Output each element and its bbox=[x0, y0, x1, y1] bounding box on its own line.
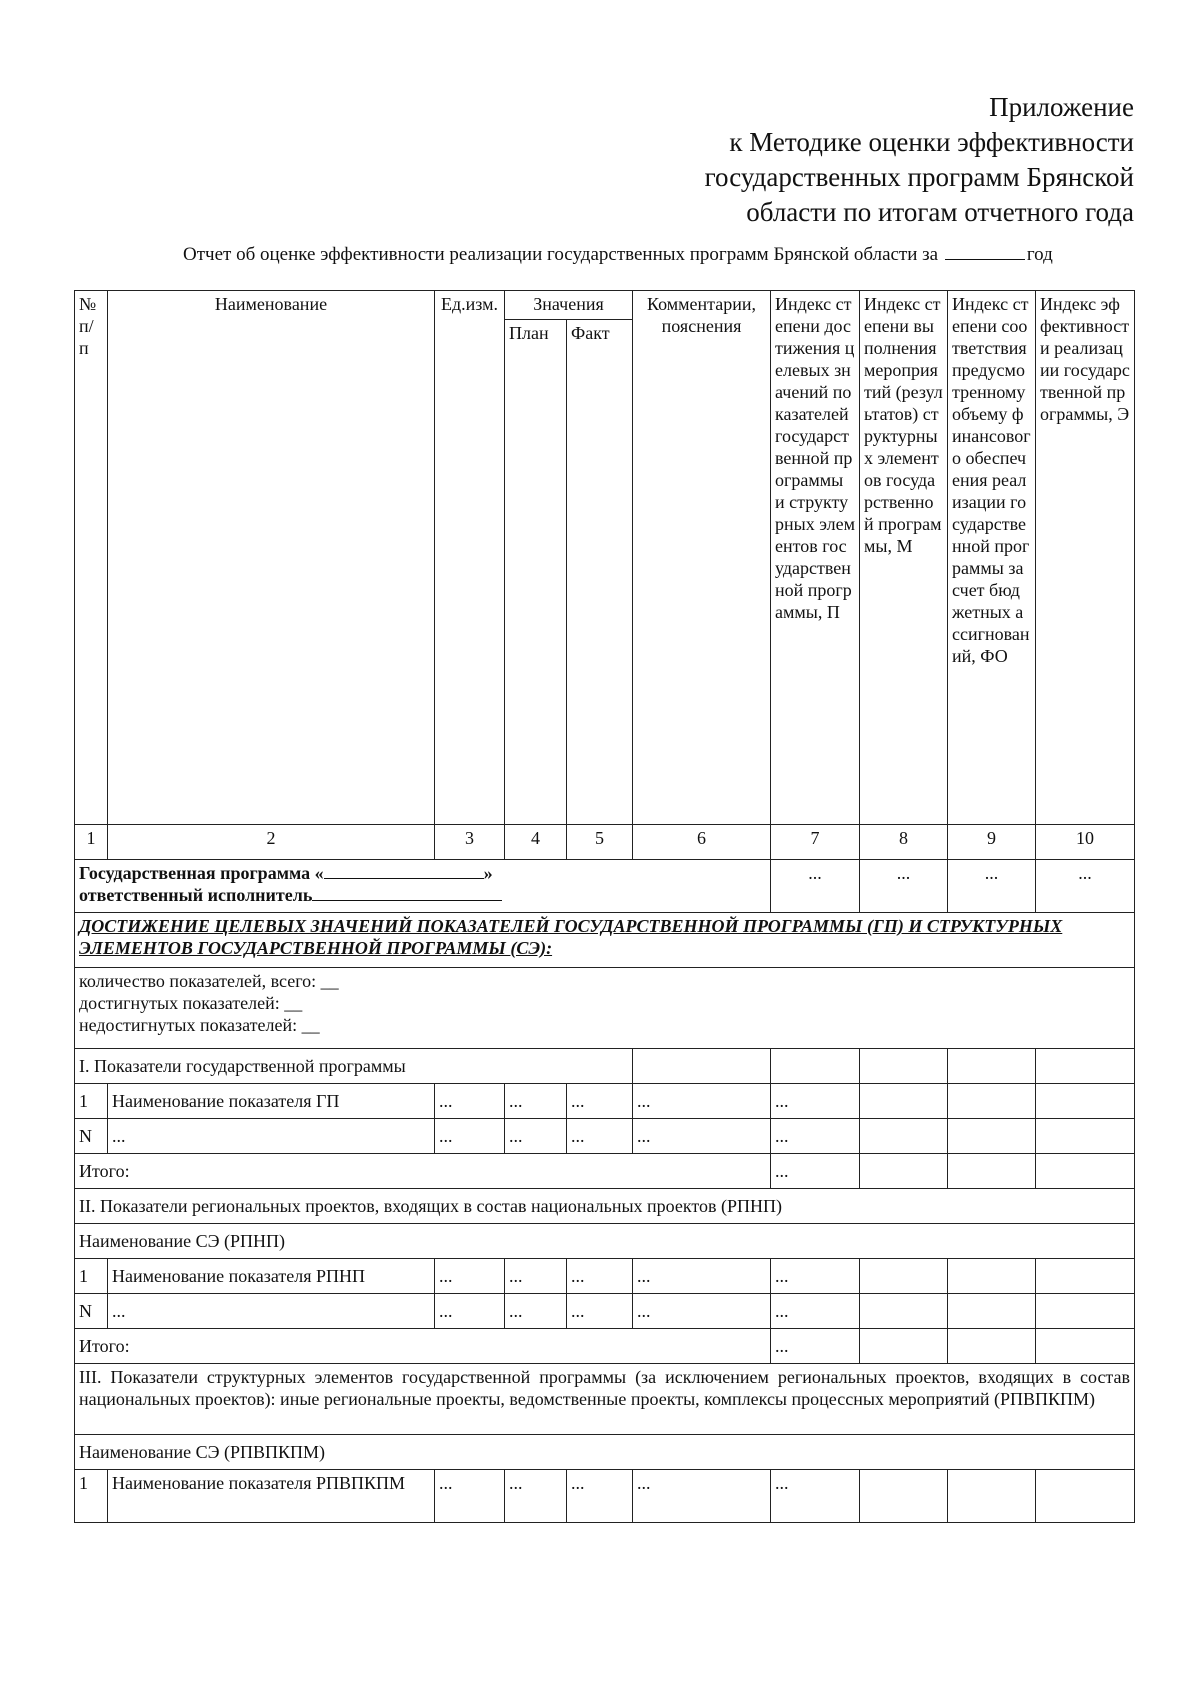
total-row bbox=[75, 1154, 1135, 1189]
header-num: № п/п bbox=[75, 291, 108, 825]
part2-se-name: Наименование СЭ (РПНП) bbox=[75, 1224, 1135, 1259]
report-title-suffix: год bbox=[1026, 244, 1053, 265]
row-number: N bbox=[75, 1119, 108, 1154]
table-row bbox=[75, 1259, 1135, 1294]
comment-cell: ... bbox=[633, 1470, 771, 1523]
indicator-name: ... bbox=[108, 1294, 435, 1329]
program-cell bbox=[75, 860, 771, 913]
total-label: Итого: bbox=[75, 1329, 771, 1364]
plan-cell: ... bbox=[505, 1119, 567, 1154]
unit-cell: ... bbox=[435, 1084, 505, 1119]
fact-cell: ... bbox=[567, 1470, 633, 1523]
unit-cell: ... bbox=[435, 1259, 505, 1294]
row-number: 1 bbox=[75, 1084, 108, 1119]
plan-cell: ... bbox=[505, 1084, 567, 1119]
program-label-end: » bbox=[483, 863, 493, 883]
header-fact: Факт bbox=[567, 320, 633, 825]
part3-title-row bbox=[75, 1364, 1135, 1435]
count-not-achieved: недостигнутых показателей: __ bbox=[79, 1015, 320, 1035]
part1-title-row bbox=[75, 1049, 1135, 1084]
unit-cell: ... bbox=[435, 1470, 505, 1523]
section-title-row bbox=[75, 913, 1135, 968]
index-p-cell: ... bbox=[771, 1259, 860, 1294]
header-plan: План bbox=[505, 320, 567, 825]
appendix-line: области по итогам отчетного года bbox=[746, 197, 1134, 227]
report-title bbox=[183, 244, 1053, 266]
appendix-line: к Методике оценки эффективности bbox=[729, 127, 1134, 157]
year-blank[interactable] bbox=[945, 259, 1025, 260]
index-p-cell: ... bbox=[771, 1294, 860, 1329]
column-number: 10 bbox=[1036, 825, 1135, 860]
counts-cell bbox=[75, 968, 1135, 1049]
comment-cell: ... bbox=[633, 1119, 771, 1154]
fact-cell: ... bbox=[567, 1119, 633, 1154]
total-row bbox=[75, 1329, 1135, 1364]
count-total: количество показателей, всего: __ bbox=[79, 971, 339, 991]
program-index-fo: ... bbox=[948, 860, 1036, 913]
header-index-e: Индекс эффективности реализации государственной программы, Э bbox=[1036, 291, 1135, 825]
fact-cell: ... bbox=[567, 1294, 633, 1329]
responsible-label: ответственный исполнитель bbox=[79, 885, 313, 905]
plan-cell: ... bbox=[505, 1294, 567, 1329]
program-index-m: ... bbox=[860, 860, 948, 913]
table-row bbox=[75, 1084, 1135, 1119]
comment-cell: ... bbox=[633, 1259, 771, 1294]
part1-title: I. Показатели государственной программы bbox=[75, 1049, 633, 1084]
column-number: 5 bbox=[567, 825, 633, 860]
plan-cell: ... bbox=[505, 1259, 567, 1294]
table-row bbox=[75, 1294, 1135, 1329]
header-name: Наименование bbox=[108, 291, 435, 825]
report-title-text: Отчет об оценке эффективности реализации государственных программ Брянской области за bbox=[183, 244, 939, 265]
indicator-name: Наименование показателя ГП bbox=[108, 1084, 435, 1119]
plan-cell: ... bbox=[505, 1470, 567, 1523]
indicator-name: Наименование показателя РПВПКПМ bbox=[108, 1470, 435, 1523]
counts-row bbox=[75, 968, 1135, 1049]
evaluation-table bbox=[74, 290, 1135, 1523]
comment-cell: ... bbox=[633, 1294, 771, 1329]
responsible-blank[interactable] bbox=[312, 900, 502, 901]
total-index-p: ... bbox=[771, 1329, 860, 1364]
unit-cell: ... bbox=[435, 1294, 505, 1329]
column-number: 7 bbox=[771, 825, 860, 860]
header-unit: Ед.изм. bbox=[435, 291, 505, 825]
part3-se-name: Наименование СЭ (РПВПКПМ) bbox=[75, 1435, 1135, 1470]
total-index-p: ... bbox=[771, 1154, 860, 1189]
comment-cell: ... bbox=[633, 1084, 771, 1119]
header-values: Значения bbox=[505, 291, 633, 320]
part2-title: II. Показатели региональных проектов, входящих в состав национальных проектов (РПНП) bbox=[75, 1189, 1135, 1224]
indicator-name: ... bbox=[108, 1119, 435, 1154]
column-number: 1 bbox=[75, 825, 108, 860]
program-index-p: ... bbox=[771, 860, 860, 913]
header-index-m: Индекс степени выполнения мероприятий (результатов) структурных элементов государственной программы, М bbox=[860, 291, 948, 825]
column-number: 2 bbox=[108, 825, 435, 860]
column-number: 9 bbox=[948, 825, 1036, 860]
table-row bbox=[75, 1119, 1135, 1154]
column-numbers-row bbox=[75, 825, 1135, 860]
header-row bbox=[75, 291, 1135, 320]
program-index-e: ... bbox=[1036, 860, 1135, 913]
indicator-name: Наименование показателя РПНП bbox=[108, 1259, 435, 1294]
total-label: Итого: bbox=[75, 1154, 771, 1189]
part3-se-row bbox=[75, 1435, 1135, 1470]
column-number: 4 bbox=[505, 825, 567, 860]
section-title: ДОСТИЖЕНИЕ ЦЕЛЕВЫХ ЗНАЧЕНИЙ ПОКАЗАТЕЛЕЙ ГОСУДАРСТВЕННОЙ ПРОГРАММЫ (ГП) И СТРУКТУРНЫХ ЭЛЕМЕНТОВ ГОСУДАРСТВЕННОЙ ПРОГРАММЫ (СЭ): bbox=[75, 913, 1135, 968]
fact-cell: ... bbox=[567, 1084, 633, 1119]
row-number: N bbox=[75, 1294, 108, 1329]
fact-cell: ... bbox=[567, 1259, 633, 1294]
program-label: Государственная программа « bbox=[79, 863, 324, 883]
appendix-line: государственных программ Брянской bbox=[704, 162, 1134, 192]
column-number: 6 bbox=[633, 825, 771, 860]
part2-se-row bbox=[75, 1224, 1135, 1259]
index-p-cell: ... bbox=[771, 1084, 860, 1119]
table-row bbox=[75, 1470, 1135, 1523]
header-comments: Комментарии, пояснения bbox=[633, 291, 771, 825]
appendix-header bbox=[705, 90, 1134, 230]
part3-title: III. Показатели структурных элементов государственной программы (за исключением региональных проектов, входящих в состав национальных проектов): иные региональные проекты, ведомственные проекты, комплексы процессных мероприятий (РПВПКПМ) bbox=[75, 1364, 1135, 1435]
program-row bbox=[75, 860, 1135, 913]
index-p-cell: ... bbox=[771, 1470, 860, 1523]
index-p-cell: ... bbox=[771, 1119, 860, 1154]
unit-cell: ... bbox=[435, 1119, 505, 1154]
header-index-fo: Индекс степени соответствия предусмотренному объему финансового обеспечения реализации государственной программы за счет бюджетных ассигнований, ФО bbox=[948, 291, 1036, 825]
program-name-blank[interactable] bbox=[324, 878, 484, 879]
count-achieved: достигнутых показателей: __ bbox=[79, 993, 303, 1013]
row-number: 1 bbox=[75, 1259, 108, 1294]
part2-title-row bbox=[75, 1189, 1135, 1224]
header-index-p: Индекс степени достижения целевых значений показателей государственной программы и структурных элементов государственной программы, П bbox=[771, 291, 860, 825]
appendix-line: Приложение bbox=[989, 92, 1134, 122]
column-number: 8 bbox=[860, 825, 948, 860]
column-number: 3 bbox=[435, 825, 505, 860]
row-number: 1 bbox=[75, 1470, 108, 1523]
